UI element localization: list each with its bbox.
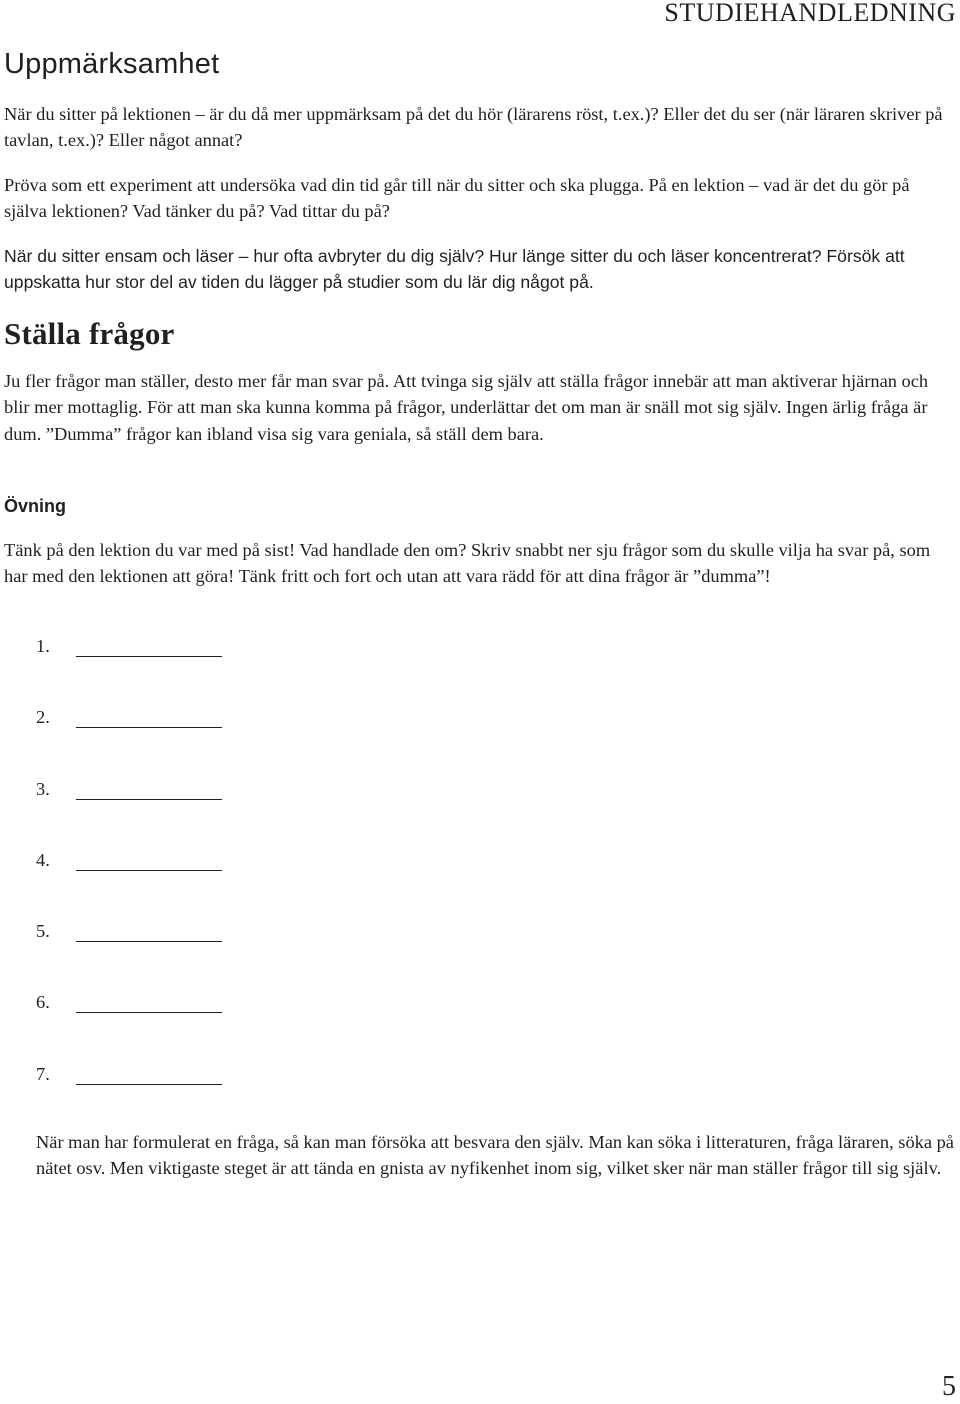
answer-number: 4. [36, 849, 50, 870]
answer-item [36, 703, 222, 774]
paragraph-attention-2: Pröva som ett experiment att undersöka vad din tid går till när du sitter och ska plugga. På en lektion – vad är det du gör på själva lektionen? Vad tänker du på? Vad tittar du på? [4, 175, 910, 222]
answer-item [36, 988, 222, 1059]
paragraph-asking-questions: Ju fler frågor man ställer, desto mer får man svar på. Att tvinga sig själv att ställa frågor innebär att man aktiverar hjärnan och blir mer mottaglig. För att man ska kunna komma på frågor, underlättar det om man är snäll mot sig själv. Ingen ärlig fråga är dum. ”Dumma” frågor kan ibland visa sig vara geniala, så ställ dem bara. [4, 371, 929, 444]
answer-blank-line[interactable] [76, 988, 222, 1013]
answer-list [36, 632, 222, 1131]
exercise-instructions: Tänk på den lektion du var med på sist! Vad handlade den om? Skriv snabbt ner sju frågor som du skulle vilja ha svar på, som har med den lektionen att göra! Tänk fritt och fort och utan att vara rädd för att dina frågor är ”dumma”! [4, 540, 931, 587]
section-heading-uppmarksamhet: Uppmärksamhet [4, 48, 220, 80]
answer-item [36, 1060, 222, 1131]
page-number: 5 [942, 1371, 956, 1402]
closing-paragraph: När man har formulerat en fråga, så kan man försöka att besvara den själv. Man kan söka i litteraturen, fråga läraren, söka på nätet osv. Men viktigaste steget är att tända en gnista av nyfikenhet inom sig, vilket sker när man ställer frågor till sig själv. [36, 1132, 954, 1179]
answer-item [36, 632, 222, 703]
exercise-heading: Övning [4, 496, 66, 516]
answer-blank-line[interactable] [76, 632, 222, 657]
paragraph-attention-3: När du sitter ensam och läser – hur ofta avbryter du dig själv? Hur länge sitter du och läser koncentrerat? Försök att uppskatta hur stor del av tiden du lägger på studier som du lär dig något på. [4, 246, 905, 293]
answer-number: 6. [36, 992, 50, 1013]
answer-item [36, 846, 222, 917]
answer-blank-line[interactable] [76, 917, 222, 942]
answer-item [36, 775, 222, 846]
answer-number: 7. [36, 1063, 50, 1084]
answer-number: 3. [36, 778, 50, 799]
answer-blank-line[interactable] [76, 775, 222, 800]
answer-blank-line[interactable] [76, 1060, 222, 1085]
running-header: STUDIEHANDLEDNING [664, 0, 956, 27]
answer-number: 1. [36, 636, 50, 656]
answer-blank-line[interactable] [76, 703, 222, 728]
answer-number: 5. [36, 921, 50, 942]
answer-blank-line[interactable] [76, 846, 222, 871]
paragraph-attention-1: När du sitter på lektionen – är du då mer uppmärksam på det du hör (lärarens röst, t.ex.)? Eller det du ser (när läraren skriver på tavlan, t.ex.)? Eller något annat? [4, 104, 943, 151]
answer-item [36, 917, 222, 988]
answer-number: 2. [36, 707, 50, 728]
section-heading-stalla-fragor: Ställa frågor [4, 316, 175, 351]
